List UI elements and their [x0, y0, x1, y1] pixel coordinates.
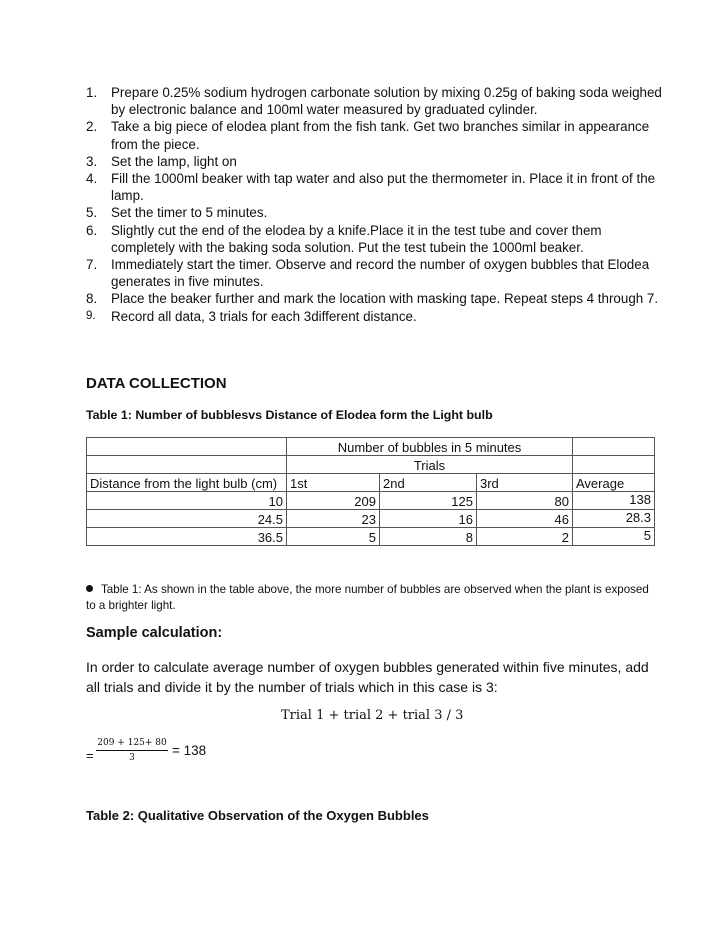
fraction-result: = 138	[172, 743, 207, 758]
cell-trial-3: 80	[477, 492, 573, 510]
table-cell	[573, 438, 655, 456]
step-text: Record all data, 3 trials for each 3different distance.	[111, 308, 417, 324]
table-cell	[87, 456, 287, 474]
col-header-3rd: 3rd	[477, 474, 573, 492]
procedure-step	[86, 222, 666, 256]
step-text: Immediately start the timer. Observe and record the number of oxygen bubbles that Elodea generates in five minutes.	[111, 257, 650, 290]
step-text: Place the beaker further and mark the location with masking tape. Repeat steps 4 through 7.	[111, 291, 659, 307]
step-text: Slightly cut the end of the elodea by a knife.Place it in the test tube and cover them completely with the baking soda solution. Put the test tubein the 1000ml beaker.	[111, 222, 602, 255]
table-cell	[87, 438, 287, 456]
section-heading-data-collection: DATA COLLECTION	[86, 375, 227, 392]
col-header-1st: 1st	[287, 474, 380, 492]
average-formula: Trial 1 + trial 2 + trial 3 / 3	[281, 708, 464, 723]
cell-trial-3: 46	[477, 510, 573, 528]
table1	[86, 437, 655, 546]
cell-average: 138	[573, 492, 655, 510]
table-row	[87, 456, 655, 474]
cell-trial-2: 8	[380, 528, 477, 546]
table-row	[87, 438, 655, 456]
step-text: Fill the 1000ml beaker with tap water and also put the thermometer in. Place it in front of the lamp.	[111, 171, 656, 204]
procedure-step	[86, 170, 666, 204]
table-header-row	[87, 474, 655, 492]
table1-caption: Table 1: Number of bubblesvs Distance of Elodea form the Light bulb	[86, 408, 493, 422]
procedure-step	[86, 153, 666, 170]
step-text: Set the lamp, light on	[111, 153, 237, 169]
cell-average: 5	[573, 528, 655, 546]
step-number: 5.	[86, 205, 98, 221]
step-text: Prepare 0.25% sodium hydrogen carbonate solution by mixing 0.25g of baking soda weighed by electronic balance and 100ml water measured by graduated cylinder.	[111, 85, 662, 118]
cell-trial-2: 16	[380, 510, 477, 528]
cell-trial-2: 125	[380, 492, 477, 510]
step-number: 3.	[86, 153, 98, 169]
procedure-steps	[86, 84, 666, 325]
table1-group-header: Number of bubbles in 5 minutes	[287, 438, 573, 456]
equals-sign: =	[86, 748, 94, 763]
table1-trials-header: Trials	[287, 456, 573, 474]
col-header-2nd: 2nd	[380, 474, 477, 492]
sample-calculation-paragraph: In order to calculate average number of oxygen bubbles generated within five minutes, add all trials and divide it by the number of trials which in this case is 3:	[86, 659, 649, 695]
procedure-step	[86, 204, 666, 221]
section-heading-sample-calculation: Sample calculation:	[86, 625, 223, 641]
bullet-icon	[86, 585, 93, 592]
step-number: 1.	[86, 85, 98, 100]
cell-distance: 10	[87, 492, 287, 510]
cell-trial-1: 5	[287, 528, 380, 546]
procedure-step	[86, 84, 666, 118]
table-row	[87, 492, 655, 510]
table-cell	[573, 456, 655, 474]
table-row	[87, 510, 655, 528]
table1-note	[86, 582, 656, 614]
table-row	[87, 528, 655, 546]
step-number: 9.	[86, 309, 96, 322]
cell-trial-1: 209	[287, 492, 380, 510]
step-number: 6.	[86, 222, 98, 238]
table1-note-text: Table 1: As shown in the table above, the more number of bubbles are observed when the plant is exposed to a brighter light.	[86, 583, 649, 612]
cell-distance: 36.5	[87, 528, 287, 546]
procedure-step	[86, 256, 666, 290]
procedure-step	[86, 118, 666, 152]
col-header-average: Average	[573, 474, 655, 492]
procedure-step	[86, 290, 666, 307]
step-number: 7.	[86, 257, 98, 273]
col-header-distance: Distance from the light bulb (cm)	[87, 474, 287, 492]
cell-trial-1: 23	[287, 510, 380, 528]
fraction-numerator: 209 + 125+ 80	[96, 738, 168, 751]
step-number: 2.	[86, 119, 98, 135]
fraction-denominator: 3	[129, 753, 135, 763]
step-text: Take a big piece of elodea plant from the fish tank. Get two branches similar in appearance from the piece.	[111, 119, 650, 152]
cell-average: 28.3	[573, 510, 655, 528]
step-text: Set the timer to 5 minutes.	[111, 205, 268, 221]
table2-caption: Table 2: Qualitative Observation of the Oxygen Bubbles	[86, 808, 429, 823]
fraction	[96, 738, 168, 763]
step-number: 4.	[86, 171, 98, 187]
step-number: 8.	[86, 291, 98, 307]
cell-trial-3: 2	[477, 528, 573, 546]
cell-distance: 24.5	[87, 510, 287, 528]
procedure-step	[86, 308, 666, 325]
